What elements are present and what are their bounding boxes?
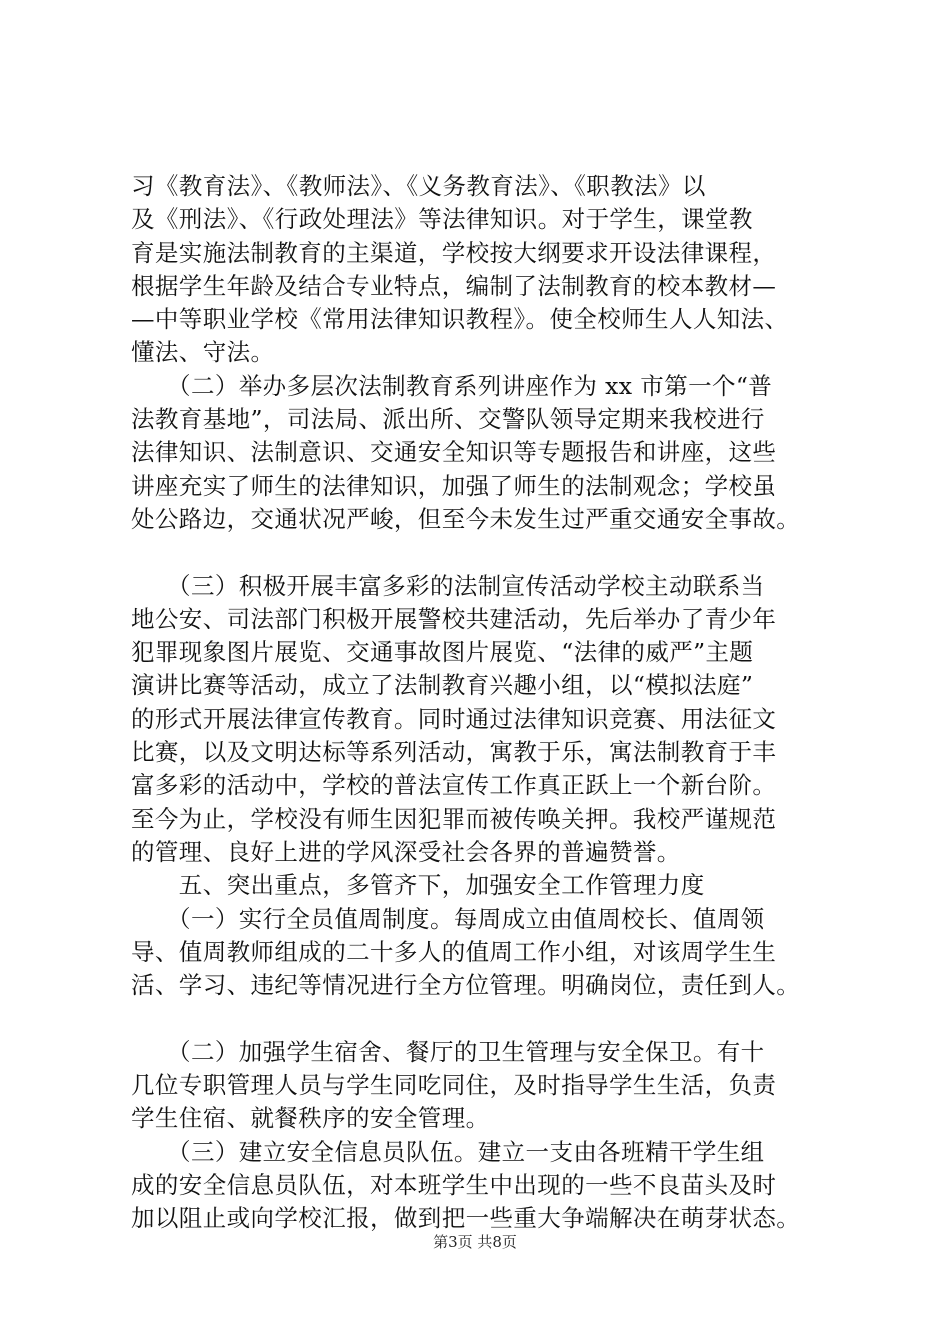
text-line: 成的安全信息员队伍，对本班学生中出现的一些不良苗头及时	[131, 1170, 777, 1199]
page-number-footer: 第3页 共8页	[433, 1233, 517, 1251]
paragraph-gap	[131, 536, 851, 569]
text-line: 的管理、良好上进的学风深受社会各界的普遍赞誉。	[131, 837, 681, 866]
text-line: （一）实行全员值周制度。每周成立由值周校长、值周领	[131, 904, 765, 933]
text-line: 学生住宿、就餐秩序的安全管理。	[131, 1104, 490, 1133]
text-line: 导、值周教师组成的二十多人的值周工作小组，对该周学生生	[131, 937, 777, 966]
text-line: 懂法、守法。	[131, 338, 275, 367]
text-line: 富多彩的活动中，学校的普法宣传工作真正跃上一个新台阶。	[131, 771, 777, 800]
text-line: 演讲比赛等活动，成立了法制教育兴趣小组，以“模拟法庭”	[131, 671, 754, 700]
text-line: 几位专职管理人员与学生同吃同住，及时指导学生生活，负责	[131, 1071, 777, 1100]
text-line: 讲座充实了师生的法律知识，加强了师生的法制观念；学校虽	[131, 471, 777, 500]
text-line: —中等职业学校《常用法律知识教程》。使全校师生人人知法、	[131, 305, 789, 334]
text-line: 的形式开展法律宣传教育。同时通过法律知识竞赛、用法征文	[131, 704, 777, 733]
text-line: 根据学生年龄及结合专业特点，编制了法制教育的校本教材—	[131, 271, 777, 300]
paragraph-gap	[131, 1002, 851, 1035]
text-line: 地公安、司法部门积极开展警校共建活动，先后举办了青少年	[131, 604, 777, 633]
text-line: 五、突出重点，多管齐下，加强安全工作管理力度	[131, 871, 705, 900]
text-line: 犯罪现象图片展览、交通事故图片展览、“法律的威严”主题	[131, 638, 754, 667]
text-line: 至今为止，学校没有师生因犯罪而被传唤关押。我校严谨规范	[131, 804, 777, 833]
text-line: 加以阻止或向学校汇报，做到把一些重大争端解决在萌芽状态。	[131, 1204, 801, 1233]
text-line: 及《刑法》、《行政处理法》等法律知识。对于学生，课堂教	[131, 205, 753, 234]
document-body	[131, 170, 851, 1236]
text-line: （三）建立安全信息员队伍。建立一支由各班精干学生组	[131, 1137, 765, 1166]
text-line: （二）举办多层次法制教育系列讲座作为 xx 市第一个“普	[131, 371, 773, 400]
text-line: 习《教育法》、《教师法》、《义务教育法》、《职教法》以	[131, 172, 706, 200]
text-line: 活、学习、违纪等情况进行全方位管理。明确岗位，责任到人。	[131, 971, 801, 1000]
text-line: 比赛，以及文明达标等系列活动，寓教于乐，寓法制教育于丰	[131, 738, 777, 767]
text-line: 处公路边，交通状况严峻，但至今未发生过严重交通安全事故。	[131, 504, 801, 533]
text-line: 法教育基地”，司法局、派出所、交警队领导定期来我校进行	[131, 405, 765, 434]
text-line: 育是实施法制教育的主渠道，学校按大纲要求开设法律课程，	[131, 238, 777, 267]
text-line: （三）积极开展丰富多彩的法制宣传活动学校主动联系当	[131, 571, 765, 600]
text-line: 法律知识、法制意识、交通安全知识等专题报告和讲座，这些	[131, 438, 777, 467]
text-line: （二）加强学生宿舍、餐厅的卫生管理与安全保卫。有十	[131, 1037, 765, 1066]
